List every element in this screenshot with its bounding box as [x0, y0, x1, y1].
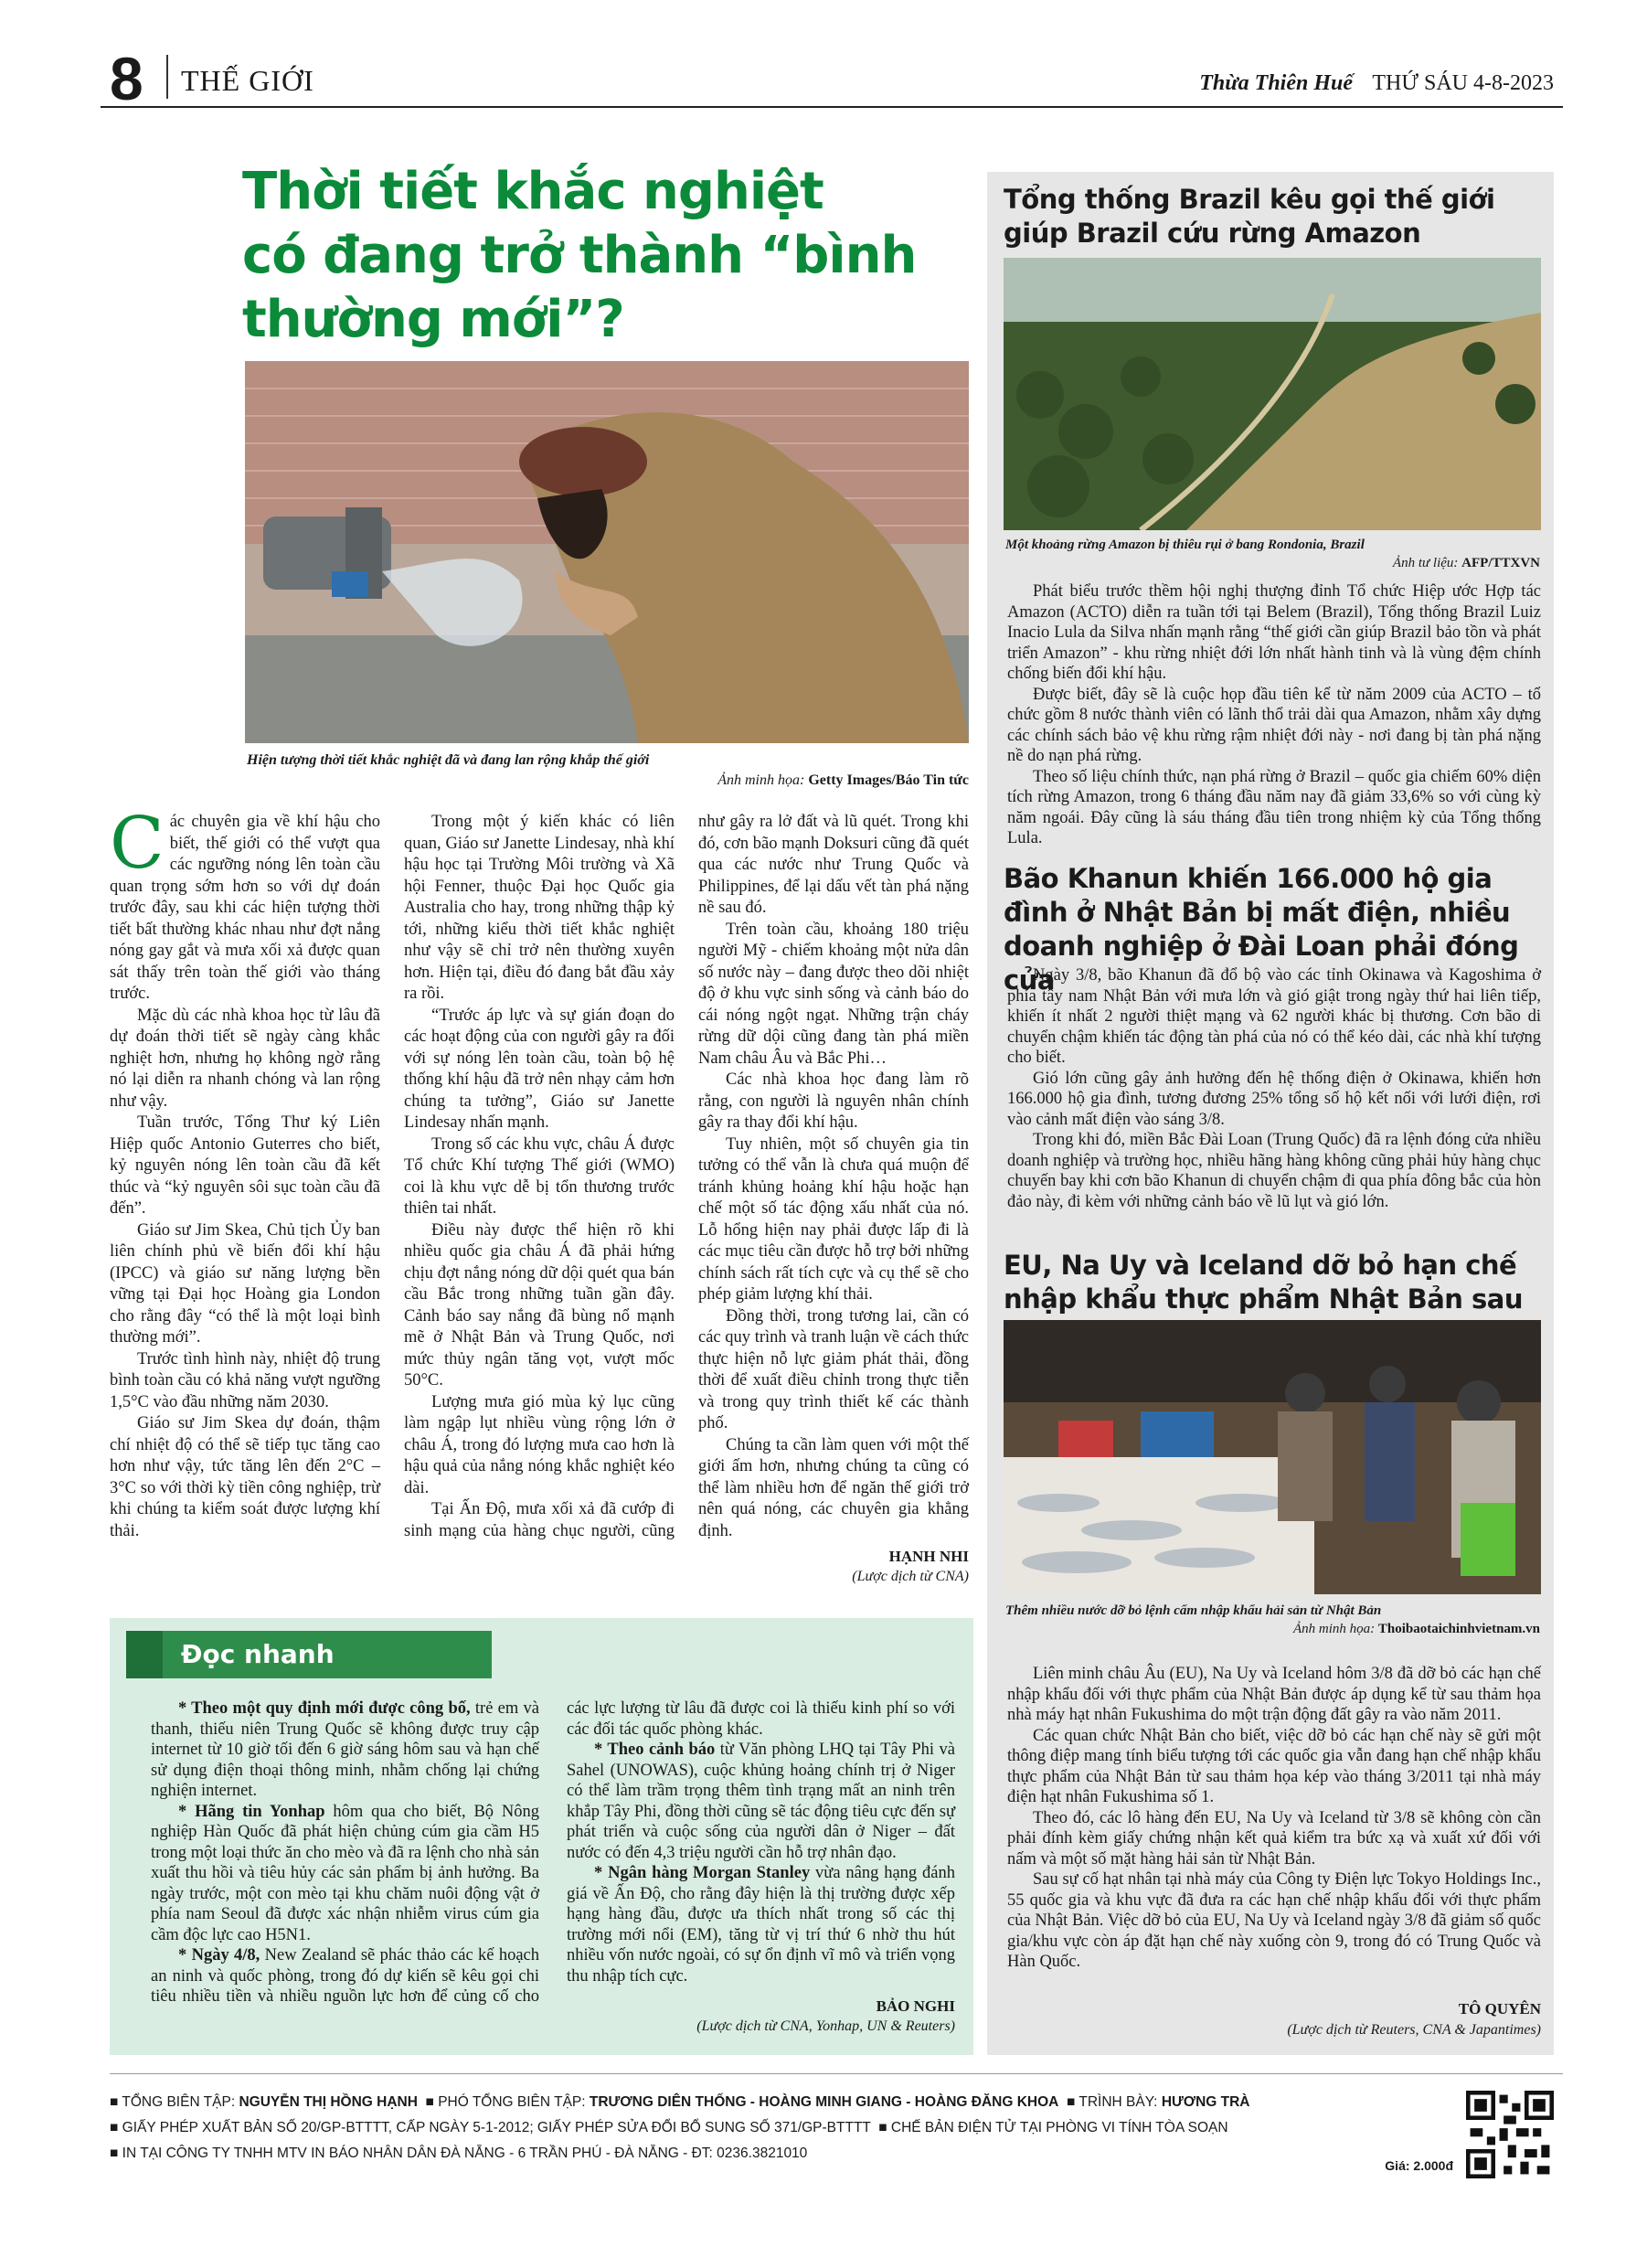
article-paragraph: Đồng thời, trong tương lai, cần có các quy trình và tranh luận về cách thức thực hiện nỗ lực giảm phát thải, đồng thời để xuất điều chỉnh trong thực tiễn và trong quy trình thiết kế các thành phố.: [698, 1306, 969, 1432]
article-paragraph: Giáo sư Jim Skea dự đoán, thậm chí nhiệt độ có thể sẽ tiếp tục tăng cao hơn như vậy, tức tăng lên đến 2°C – 3°C so với thời kỳ tiền công nghiệp, trừ khi chúng ta kiểm soát được lượng khí thải.: [110, 1414, 380, 1540]
fish-credit-label: Ảnh minh họa:: [1292, 1622, 1376, 1636]
story1-paragraph: Được biết, đây sẽ là cuộc họp đầu tiên kể từ năm 2009 của ACTO – tổ chức gồm 8 nước thành viên có lãnh thổ trải dài qua Amazon, nhằm xây dựng các chính sách bảo vệ khu rừng rậm nhiệt đới này - nơi đang bị tàn phá nặng nề do nạn phá rừng.: [1007, 685, 1541, 765]
main-photo: [245, 361, 969, 743]
story3-byline: TÔ QUYÊN: [1458, 2000, 1541, 2018]
article-paragraph: Chúng ta cần làm quen với một thế giới ấm hơn, nhưng chúng ta cũng có thể làm nhiều hơn để ngăn thế giới trở nên quá nóng, các chuyên gia khẳng định.: [698, 1435, 969, 1540]
fish-market-photo: [1004, 1320, 1541, 1594]
story3-body: [1007, 1664, 1541, 1973]
story1-paragraph: Phát biểu trước thềm hội nghị thượng đỉnh Tổ chức Hiệp ước Hợp tác Amazon (ACTO) diễn ra tuần tới tại Belem (Brazil), Tổng thống Brazil Luiz Inacio Lula da Silva nhấn mạnh rằng “thế giới cần giúp Brazil bảo tồn và phát triển Amazon” - khu rừng nhiệt đới lớn nhất hành tinh và là vùng đệm chính chống biến đổi khí hậu.: [1007, 582, 1541, 683]
main-photo-caption: Hiện tượng thời tiết khắc nghiệt đã và đang lan rộng khắp thế giới: [247, 752, 650, 768]
quick-read-label-bar: [126, 1631, 492, 1678]
main-byline: HẠNH NHI: [888, 1548, 969, 1565]
article-paragraph: Lượng mưa gió mùa kỷ lục cũng làm ngập lụt nhiều vùng rộng lớn ở châu Á, trong đó lượng mưa cao hơn là hậu quả của nắng nóng khắc nghiệt kéo dài.: [404, 1392, 675, 1497]
fish-photo-credit: [1188, 1622, 1540, 1637]
main-article-body: [110, 803, 969, 1598]
quick-read-item: * Theo một quy định mới được công bố, trẻ em và thanh, thiếu niên Trung Quốc sẽ không được truy cập internet từ 10 giờ tối đến 6 giờ sáng hôm sau và hạn chế sử dụng điện thoại thông minh, nhằm chống lại chứng nghiện internet.: [151, 1699, 540, 1800]
main-headline: [242, 160, 973, 352]
story1-title: Tổng thống Brazil kêu gọi thế giới giúp Brazil cứu rừng Amazon: [1004, 184, 1495, 249]
article-paragraph: Tuy nhiên, một số chuyên gia tin tưởng có thể vẫn là chưa quá muộn để tránh khủng hoảng khí hậu hoặc hạn chế một số tác động xấu nhất của nó. Lỗ hổng hiện nay phải được lấp đi là các mục tiêu cần được hỗ trợ bởi những chính sách rất tích cực và cụ thể sẽ cho phép giảm lượng khí thải.: [698, 1134, 969, 1304]
article-paragraph: Tuần trước, Tổng Thư ký Liên Hiệp quốc Antonio Guterres cho biết, kỷ nguyên nóng lên toàn cầu đã kết thúc và “kỷ nguyên sôi sục toàn cầu đã đến”.: [110, 1113, 380, 1218]
section-name: THẾ GIỚI: [181, 64, 314, 97]
amazon-photo: [1004, 258, 1541, 530]
story3-source-note: (Lược dịch từ Reuters, CNA & Japantimes): [1287, 2022, 1541, 2038]
main-photo-credit: [512, 772, 969, 789]
main-photo-credit-label: Ảnh minh họa:: [717, 772, 805, 788]
price-label: Giá: 2.000đ: [1385, 2158, 1453, 2173]
quick-read-item: * Ngân hàng Morgan Stanley vừa nâng hạng đánh giá về Ấn Độ, cho rằng đây hiện là thị trường được xếp hạng hàng đầu, được ưa thích nhất trong số các thị trường mới nổi (EM), tăng từ vị trí thứ 6 nhờ thu hút nhiều vốn nước ngoài, có sự ổn định vĩ mô và triển vọng thu nhập tích cực.: [567, 1864, 955, 1986]
quick-read-item: * Theo cảnh báo từ Văn phòng LHQ tại Tây Phi và Sahel (UNOWAS), cuộc khủng hoảng chính trị ở Niger có thể làm trầm trọng thêm tình trạng mất an ninh trên khắp Tây Phi, đồng thời cũng sẽ tác động tiêu cực đến sự phát triển và cuộc sống của người dân ở Niger – đất nước có đến 4,3 triệu người cần hỗ trợ nhân đạo.: [567, 1741, 955, 1862]
amazon-credit-source: AFP/TTXVN: [1461, 556, 1540, 570]
fish-credit-source: Thoibaotaichinhvietnam.vn: [1377, 1622, 1540, 1636]
page-number: 8: [110, 45, 143, 112]
story3-paragraph: Liên minh châu Âu (EU), Na Uy và Iceland hôm 3/8 đã dỡ bỏ các hạn chế nhập khẩu đối với thực phẩm của Nhật Bản được áp dụng kể từ sau thảm họa nhà máy hạt nhân Fukushima do một trận động đất gây ra vào năm 2011.: [1007, 1665, 1541, 1724]
article-paragraph: Tại Ấn Độ, mưa xối xả đã cướp đi sinh mạng của hàng chục người, cũng như gây ra lở đất và lũ quét. Trong khi đó, cơn bão mạnh Doksuri cũng đã quét qua các nước như Trung Quốc và Philippines, để lại dấu vết tàn phá nặng nề sau đó.: [404, 813, 969, 1540]
footer-license-line: ■ GIẤY PHÉP XUẤT BẢN SỐ 20/GP-BTTTT, CẤP NGÀY 5-1-2012; GIẤY PHÉP SỬA ĐỔI BỔ SUNG SỐ 371/GP-BTTTT ■ CHẾ BẢN ĐIỆN TỬ TẠI PHÒNG VI TÍNH TÒA SOẠN: [110, 2120, 1228, 2135]
article-paragraph: Các chuyên gia về khí hậu cho biết, thế giới có thể vượt qua các ngưỡng nóng lên toàn cầu quan trọng sớm hơn so với dự đoán trước đây, sau khi các hiện tượng thời tiết bất thường khác nhau như đợt nắng nóng gay gắt và mưa xối xả được quan sát thấy trên toàn thế giới vào tháng trước.: [110, 803, 380, 1003]
main-headline-line1: Thời tiết khắc nghiệt: [242, 162, 824, 221]
issue-date: THỨ SÁU 4-8-2023: [1372, 71, 1554, 95]
article-paragraph: “Trước áp lực và sự gián đoạn do các hoạt động của con người gây ra đối với sự nóng lên toàn cầu, toàn bộ hệ thống khí hậu đã trở nên nhạy cảm hơn chúng ta tưởng”, Giáo sư Janette Lindesay nhấn mạnh.: [404, 1006, 675, 1132]
story1-paragraph: Theo số liệu chính thức, nạn phá rừng ở Brazil – quốc gia chiếm 60% diện tích rừng Amazon, trong 6 tháng đầu năm nay đã giảm 33,6% so với cùng kỳ năm ngoái. Đây cũng là sáu tháng đầu tiên trong nhiệm kỳ của Tổng thống Lula.: [1007, 767, 1541, 847]
masthead-footer: [110, 2073, 1563, 2188]
story3-title: EU, Na Uy và Iceland dỡ bỏ hạn chế nhập khẩu thực phẩm Nhật Bản sau: [1004, 1250, 1524, 1315]
story2-title: Bão Khanun khiến 166.000 hộ gia đình ở Nhật Bản bị mất điện, nhiều doanh nghiệp ở Đài Loan phải đóng cửa: [1004, 863, 1519, 996]
story2-body: [1007, 965, 1541, 1212]
amazon-credit-label: Ảnh tư liệu:: [1392, 556, 1459, 570]
story2-paragraph: Ngày 3/8, bão Khanun đã đổ bộ vào các tỉnh Okinawa và Kagoshima ở phía tây nam Nhật Bản với mưa lớn và gió giật trong ngày thứ hai liên tiếp, khiến ít nhất 2 người thiệt mạng và 62 người khác bị thương. Cơn bão di chuyển chậm khiến tác động tàn phá của nó có thể kéo dài, các nhà khí tượng cho biết.: [1007, 966, 1541, 1067]
story2-paragraph: Trong khi đó, miền Bắc Đài Loan (Trung Quốc) đã ra lệnh đóng cửa nhiều doanh nghiệp và trường học, nhiều hãng hàng không cũng phải hủy hàng chục chuyến bay khi cơn bão Khanun di chuyển chậm đi qua phía đông bắc của hòn đảo này, đi kèm với những cảnh báo về lũ lụt và gió lớn.: [1007, 1131, 1541, 1211]
quick-read-item: * Ngày 4/8, New Zealand sẽ phác thảo các kế hoạch an ninh và quốc phòng, trong đó dự kiến sẽ kêu gọi chi tiêu nhiều tiền và nhiều nguồn lực hơn để củng cố cho các lực lượng từ lâu đã được coi là thiếu kinh phí so với các đối tác quốc phòng khác.: [151, 1699, 955, 2006]
story1-body: [1007, 581, 1541, 849]
quick-read-source-note: (Lược dịch từ CNA, Yonhap, UN & Reuters): [696, 2018, 955, 2034]
article-paragraph: Các nhà khoa học đang làm rõ rằng, con người là nguyên nhân chính gây ra thay đổi khí hậu.: [698, 1070, 969, 1132]
news-sidebar: [987, 172, 1554, 2055]
quick-read-byline: BẢO NGHI: [876, 1997, 955, 2015]
newspaper-name: Thừa Thiên Huế: [1199, 71, 1353, 95]
quick-read-item: * Hãng tin Yonhap hôm qua cho biết, Bộ Nông nghiệp Hàn Quốc đã phát hiện chủng cúm gia cầm H5 trong một loại thức ăn cho mèo và đã ra lệnh cho nhà sản xuất thu hồi và tiêu hủy các sản phẩm bị ảnh hưởng. Ba ngày trước, một con mèo tại khu chăm nuôi động vật ở phía nam Seoul đã được xác nhận nhiễm virus cúm gia cầm độc lực cao H5N1.: [151, 1802, 539, 1944]
main-headline-line2: có đang trở thành “bình thường mới”?: [242, 226, 917, 349]
quick-read-items: [151, 1698, 955, 2007]
amazon-photo-credit: [1188, 556, 1540, 571]
footer-print-line: ■ IN TẠI CÔNG TY TNHH MTV IN BÁO NHÂN DÂN ĐÀ NẴNG - 6 TRẦN PHÚ - ĐÀ NẴNG - ĐT: 0236.3821010: [110, 2146, 808, 2161]
article-paragraph: Trong số các khu vực, châu Á được Tổ chức Khí tượng Thế giới (WMO) coi là khu vực dễ bị tổn thương trước thiên tai nhất.: [404, 1134, 675, 1218]
story3-paragraph: Các quan chức Nhật Bản cho biết, việc dỡ bỏ các hạn chế này sẽ gửi một thông điệp mang tính biểu tượng tới các quốc gia vẫn đang hạn chế nhập khẩu thực phẩm của Nhật Bản từ sau thảm họa kép vào tháng 3/2011 tại nhà máy điện hạt nhân Fukushima số 1.: [1007, 1726, 1541, 1806]
quick-read-box: [110, 1618, 973, 2055]
page-header: [101, 44, 1563, 112]
article-paragraph: Mặc dù các nhà khoa học từ lâu đã dự đoán thời tiết sẽ ngày càng khắc nghiệt hơn, nhưng họ không ngờ rằng nó lại diễn ra nhanh chóng và lan rộng như vậy.: [110, 1006, 380, 1111]
article-paragraph: Giáo sư Jim Skea, Chủ tịch Ủy ban liên chính phủ về biến đổi khí hậu (IPCC) và giáo sư năng lượng bền vững tại Đại học Hoàng gia London cho rằng đây “có thể là một loại bình thường mới”.: [110, 1220, 380, 1347]
amazon-photo-caption: Một khoảng rừng Amazon bị thiêu rụi ở bang Rondonia, Brazil: [1005, 538, 1365, 552]
story3-paragraph: Sau sự cố hạt nhân tại nhà máy của Công ty Điện lực Tokyo Holdings Inc., 55 quốc gia và khu vực đã đưa ra các hạn chế nhập khẩu đối với thực phẩm của Nhật Bản. Việc dỡ bỏ của EU, Na Uy và Iceland ngày 3/8 đã giảm số quốc gia/khu vực còn áp đặt hạn chế này xuống còn 9, trong đó có Trung Quốc và Hàn Quốc.: [1007, 1870, 1541, 1971]
main-photo-credit-source: Getty Images/Báo Tin tức: [808, 772, 969, 788]
article-paragraph: Trước tình hình này, nhiệt độ trung bình toàn cầu có khả năng vượt ngưỡng 1,5°C vào đầu những năm 2030.: [110, 1349, 380, 1411]
article-paragraph: Trên toàn cầu, khoảng 180 triệu người Mỹ - chiếm khoảng một nửa dân số nước này – đang được theo dõi nhiệt độ ở khu vực sinh sống và cảnh báo do cái nóng ngột ngạt. Những trận cháy rừng dữ dội cũng đang tàn phá miền Nam châu Âu và Bắc Phi…: [698, 920, 969, 1068]
qr-code-icon: [1466, 2091, 1554, 2178]
story3-paragraph: Theo đó, các lô hàng đến EU, Na Uy và Iceland từ 3/8 sẽ không còn cần phải đính kèm giấy chứng nhận kết quả kiểm tra bức xạ và xuất xứ đối với nấm và một số mặt hàng hải sản từ Nhật Bản.: [1007, 1808, 1541, 1869]
fish-photo-caption: Thêm nhiều nước dỡ bỏ lệnh cấm nhập khẩu hải sản từ Nhật Bản: [1005, 1603, 1382, 1618]
quick-read-label: Đọc nhanh: [181, 1639, 335, 1669]
article-paragraph: Điều này được thể hiện rõ khi nhiều quốc gia châu Á đã phải hứng chịu đợt nắng nóng dữ dội quét qua bán cầu Bắc trong những tuần gần đây. Cảnh báo say nắng đã bùng nổ mạnh mẽ ở Nhật Bản và Trung Quốc, nơi mức thủy ngân tăng vọt, vượt mốc 50°C.: [404, 1220, 675, 1390]
footer-staff-line: ■ TỔNG BIÊN TẬP: NGUYỄN THỊ HỒNG HẠNH ■ PHÓ TỔNG BIÊN TẬP: TRƯƠNG DIÊN THỐNG - HOÀNG MINH GIANG - HOÀNG ĐĂNG KHOA ■ TRÌNH BÀY: HƯƠNG TRÀ: [110, 2094, 1250, 2110]
main-source-note: (Lược dịch từ CNA): [852, 1569, 969, 1584]
story2-paragraph: Gió lớn cũng gây ảnh hưởng đến hệ thống điện ở Okinawa, khiến hơn 166.000 hộ gia đình, tương đương 25% tổng số hộ kết nối với lưới điện, rơi vào cảnh mất điện vào sáng 3/8.: [1007, 1069, 1541, 1129]
header-divider: [166, 55, 168, 99]
article-paragraph: Trong một ý kiến khác có liên quan, Giáo sư Janette Lindesay, nhà khí hậu học tại Trường Môi trường và Xã hội Fenner, thuộc Đại học Quốc gia Australia cho hay, trong những thập kỷ tới, những kiểu thời tiết khắc nghiệt như vậy sẽ chỉ trở nên thường xuyên hơn. Hiện tại, điều đó đang bắt đầu xảy ra rồi.: [404, 813, 675, 1003]
drop-cap: C: [110, 803, 165, 885]
